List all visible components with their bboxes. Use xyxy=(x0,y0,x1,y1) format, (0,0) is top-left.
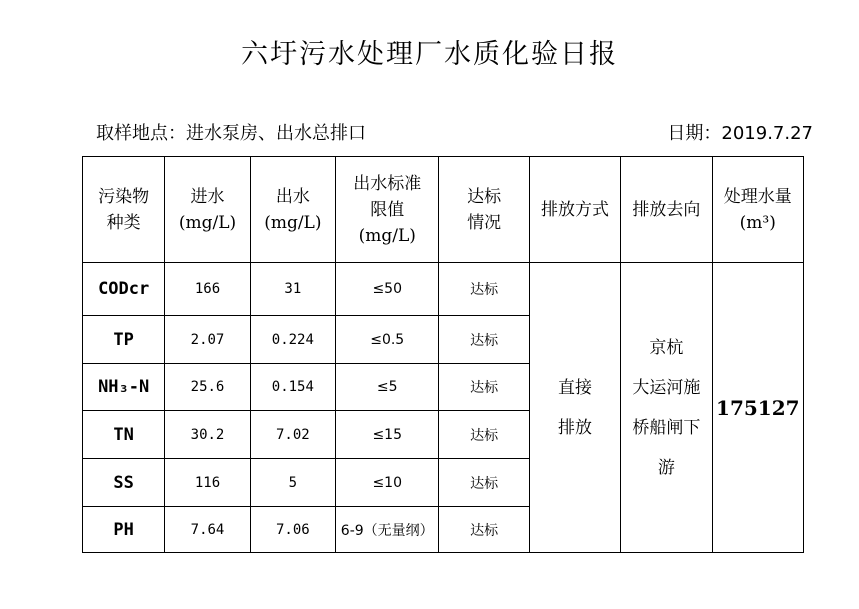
pollutant-cell: NH₃-N xyxy=(83,364,165,411)
influent-cell: 2.07 xyxy=(165,316,250,364)
limit-cell: ≤50 xyxy=(336,263,439,316)
limit-cell: ≤15 xyxy=(336,411,439,459)
influent-cell: 7.64 xyxy=(165,507,250,553)
limit-cell: ≤5 xyxy=(336,364,439,411)
effluent-cell: 7.02 xyxy=(250,411,335,459)
effluent-cell: 0.154 xyxy=(250,364,335,411)
pollutant-cell: CODcr xyxy=(83,263,165,316)
table-row xyxy=(83,263,804,316)
effluent-cell: 5 xyxy=(250,459,335,507)
limit-cell: ≤10 xyxy=(336,459,439,507)
limit-cell: ≤0.5 xyxy=(336,316,439,364)
status-cell: 达标 xyxy=(439,507,529,553)
status-cell: 达标 xyxy=(439,263,529,316)
influent-cell: 25.6 xyxy=(165,364,250,411)
status-cell: 达标 xyxy=(439,364,529,411)
pollutant-cell: PH xyxy=(83,507,165,553)
header-influent: 进水 (mg/L) xyxy=(165,157,250,263)
report-title: 六圩污水处理厂水质化验日报 xyxy=(241,39,618,70)
limit-cell: 6-9（无量纲） xyxy=(336,507,439,553)
header-effluent: 出水 (mg/L) xyxy=(250,157,335,263)
treated-volume-cell: 175127 xyxy=(712,263,803,553)
header-pollutant: 污染物 种类 xyxy=(83,157,165,263)
discharge-destination-cell: 京杭 大运河施 桥船闸下 游 xyxy=(621,263,712,553)
pollutant-cell: SS xyxy=(83,459,165,507)
effluent-cell: 31 xyxy=(250,263,335,316)
influent-cell: 116 xyxy=(165,459,250,507)
header-discharge-method: 排放方式 xyxy=(529,157,620,263)
effluent-cell: 7.06 xyxy=(250,507,335,553)
water-quality-table xyxy=(82,156,804,553)
table-header-row xyxy=(83,157,804,263)
header-treated-volume: 处理水量 (m³) xyxy=(712,157,803,263)
pollutant-cell: TN xyxy=(83,411,165,459)
sampling-location: 取样地点：进水泵房、出水总排口 xyxy=(96,123,366,144)
status-cell: 达标 xyxy=(439,411,529,459)
header-limit: 出水标准 限值 (mg/L) xyxy=(336,157,439,263)
discharge-method-cell: 直接 排放 xyxy=(529,263,620,553)
effluent-cell: 0.224 xyxy=(250,316,335,364)
header-discharge-destination: 排放去向 xyxy=(621,157,712,263)
influent-cell: 30.2 xyxy=(165,411,250,459)
header-compliance: 达标 情况 xyxy=(439,157,529,263)
status-cell: 达标 xyxy=(439,316,529,364)
influent-cell: 166 xyxy=(165,263,250,316)
pollutant-cell: TP xyxy=(83,316,165,364)
status-cell: 达标 xyxy=(439,459,529,507)
report-date: 日期：2019.7.27 xyxy=(667,123,813,144)
